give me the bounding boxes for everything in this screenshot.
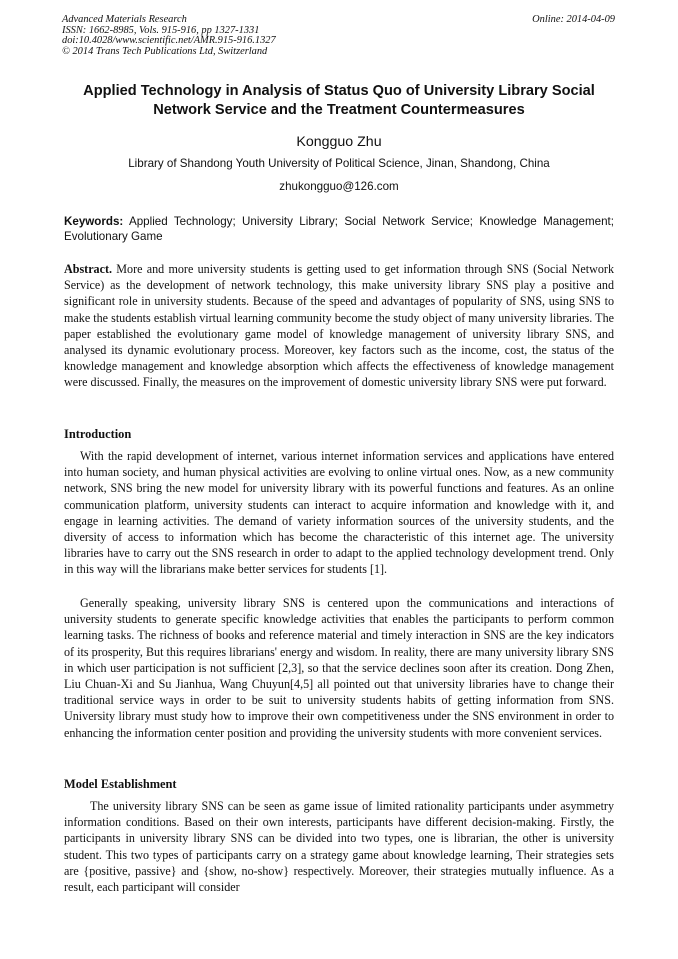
abstract-text: More and more university students is getting used to get information through SNS (Social Network Service) as the development of network technology, this make university library SNS play a positive and significant role in university students. Because of the speed and advantages of popularity of SNS, using SNS to make the students establish virtual learning community become the study object of many university libraries. The paper established the evolutionary game model of knowledge management of university library SNS, and analysed its dynamic evolutionary process. Moreover, key factors such as the income, cost, the status of the knowledge management and knowledge absorption which affects the effectiveness of knowledge management were discussed. Finally, the measures on the improvement of domestic university library SNS were put forward. <box>64 262 614 390</box>
online-date: Online: 2014-04-09 <box>532 14 615 25</box>
abstract-block <box>64 261 614 391</box>
issn-line: ISSN: 1662-8985, Vols. 915-916, pp 1327-1331 <box>62 24 260 36</box>
section-heading-model-establishment: Model Establishment <box>64 777 177 791</box>
journal-name: Advanced Materials Research <box>62 14 187 25</box>
introduction-paragraph-1: With the rapid development of internet, various internet information services and applications have entered into human society, and human physical activities are evolving to online virtual ones. Now, as a new community network, SNS bring the new model for university library with its powerful functions and features. As an online communication platform, university students can interact to acquire information and knowledge with it, and engage in learning activities. The demand of variety information sources of the university students, and the diversity of access to information which has become the characteristic of this internet age. The university libraries have to carry out the SNS research in order to adapt to the applied technology development trend. Only in this way will the librarians make better services for students [1]. <box>64 449 614 577</box>
keywords-block <box>64 214 614 244</box>
keywords-text: Applied Technology; University Library; Social Network Service; Knowledge Management; Evolutionary Game <box>64 215 614 243</box>
paper-title: Applied Technology in Analysis of Status Quo of University Library Social Network Service and the Treatment Countermeasures <box>83 83 595 118</box>
model-paragraph-1: The university library SNS can be seen as game issue of limited rationality participants under asymmetry information conditions. Based on their own interests, participants have different decision-making. Firstly, the participants in university library SNS can be divided into two types, one is librarian, the other is university student. This two types of participants carry on a strategy game about knowledge learning, Their strategies sets are {positive, passive} and {show, no-show} respectively. Moreover, their strategies mutually influence. As a result, each participant will consider <box>64 799 614 895</box>
author-name: Kongguo Zhu <box>296 134 382 150</box>
copyright-line: © 2014 Trans Tech Publications Ltd, Switzerland <box>62 45 268 57</box>
author-affiliation: Library of Shandong Youth University of Political Science, Jinan, Shandong, China <box>128 157 550 170</box>
keywords-label: Keywords: <box>64 215 124 228</box>
abstract-label: Abstract. <box>64 262 113 276</box>
journal-header <box>62 15 276 57</box>
doi-line: doi:10.4028/www.scientific.net/AMR.915-916.1327 <box>62 35 276 47</box>
introduction-paragraph-2: Generally speaking, university library SNS is centered upon the communications and interactions of university students to generate specific knowledge activities that enables the participants to perform common learning tasks. The richness of books and reference material and timely interaction in SNS are the key indicators of its prosperity, But this requires librarians' energy and wisdom. In reality, there are many university library SNS in which user participation is not sufficient [2,3], so that the service declines soon after its creation. Dong Zhen, Liu Chuan-Xi and Su Jianhua, Wang Chuyun[4,5] all pointed out that university libraries have to change their traditional service ways in order to be suit to university students habits of getting information from SNS. University library must study how to improve their own competitiveness under the SNS environment in order to enhancing the information center position and providing the university students with more convenient services. <box>64 596 614 740</box>
section-heading-introduction: Introduction <box>64 427 132 441</box>
author-email: zhukongguo@126.com <box>279 180 399 193</box>
